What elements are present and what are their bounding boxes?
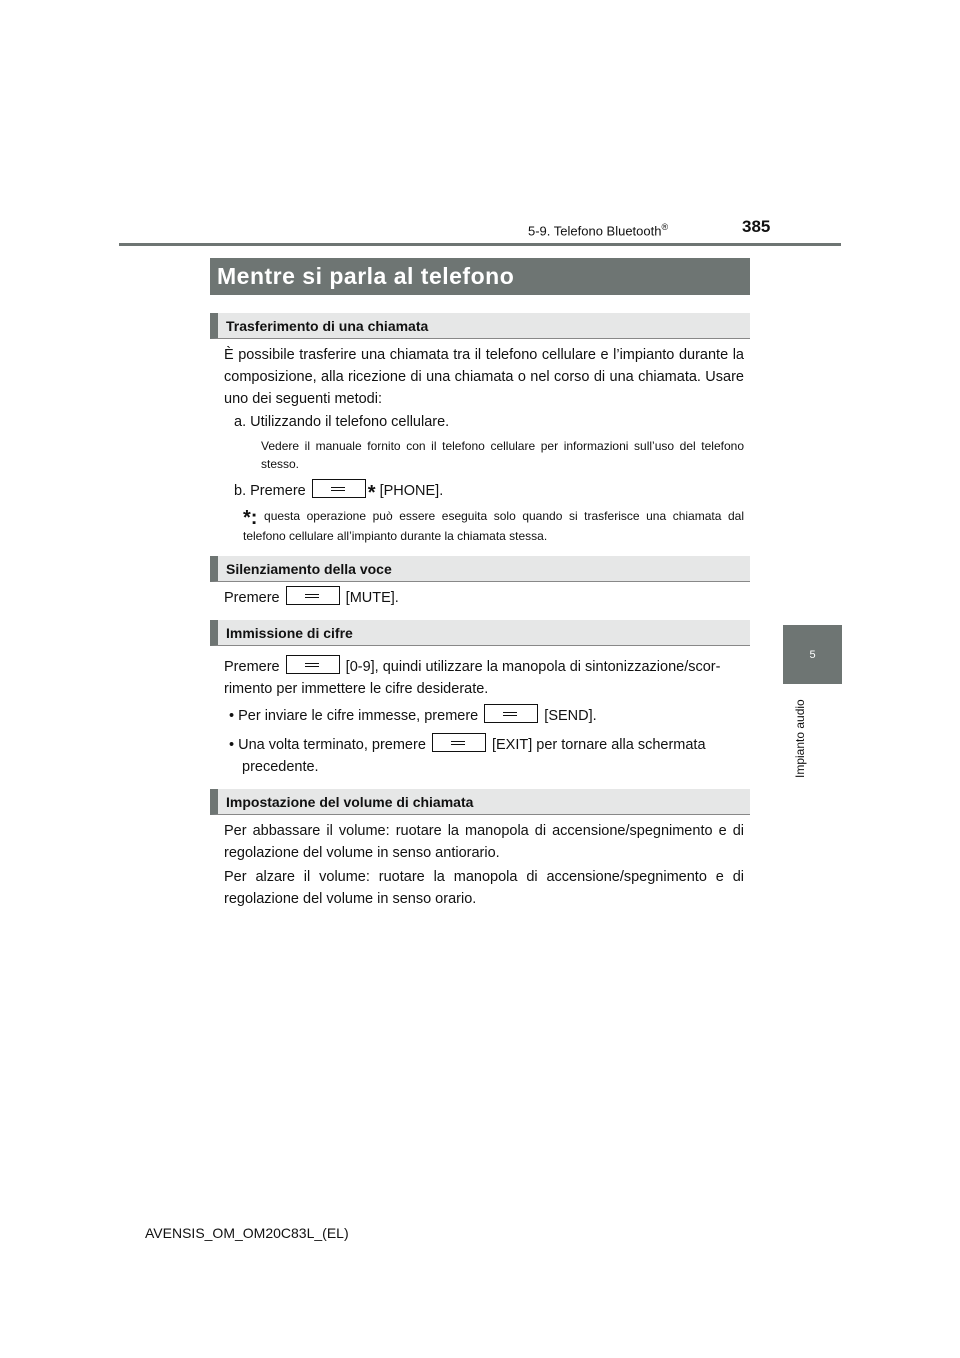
list-item-b: b. Premere * [PHONE]. <box>234 479 744 504</box>
footer-code: AVENSIS_OM_OM20C83L_(EL) <box>145 1225 349 1241</box>
note-text: Vedere il manuale fornito con il telefono cellulare per informazioni sull’uso del telefono stesso. <box>261 439 744 471</box>
section-heading: Impostazione del volume di chiamata <box>210 789 750 815</box>
phone-button-icon <box>312 479 366 498</box>
chapter-label: Impianto audio <box>793 699 807 778</box>
digits-button-icon <box>286 655 340 674</box>
bullet-item: • Una volta terminato, premere [EXIT] per tornare alla schermata <box>229 733 744 756</box>
paragraph: Per alzare il volume: ruotare la manopola di accensione/spegnimento e di regolazione del volume in senso orario. <box>224 869 744 907</box>
exit-button-icon <box>432 733 486 752</box>
paragraph: Per abbassare il volume: ruotare la manopola di accensione/spegnimento e di regolazione del volume in senso antiorario. <box>224 823 744 861</box>
registered-mark: ® <box>661 222 669 232</box>
header-section: 5-9. Telefono Bluetooth® <box>528 222 669 239</box>
list-item-a: a. Utilizzando il telefono cellulare. <box>234 414 450 430</box>
bullet-item: • Per inviare le cifre immesse, premere [SEND]. <box>229 704 744 727</box>
section-heading: Silenziamento della voce <box>210 556 750 582</box>
section-heading: Trasferimento di una chiamata <box>210 313 750 339</box>
send-button-icon <box>484 704 538 723</box>
asterisk: * <box>367 482 376 504</box>
paragraph: Premere [MUTE]. <box>224 586 744 609</box>
page-title: Mentre si parla al telefono <box>210 258 750 295</box>
section-heading: Immissione di cifre <box>210 620 750 646</box>
chapter-tab: 5 <box>783 625 842 684</box>
page-number: 385 <box>742 217 771 236</box>
header-rule <box>119 243 841 246</box>
bullet-item-continued: precedente. <box>242 759 319 775</box>
paragraph: È possibile trasferire una chiamata tra il telefono cellulare e l’impianto durante la composizione, alla ricezione di una chiamata o nel corso di una chiamata. Usare uno dei seguenti metodi: <box>224 347 744 407</box>
paragraph: Premere [0-9], quindi utilizzare la manopola di sintonizzazione/scor- <box>224 655 744 678</box>
mute-button-icon <box>286 586 340 605</box>
paragraph-continued: rimento per immettere le cifre desiderate. <box>224 681 489 697</box>
footnote: *: questa operazione può essere eseguita solo quando si trasferisce una chiamata dal telefono cellulare all’impianto durante la chiamata stessa. <box>243 507 744 543</box>
